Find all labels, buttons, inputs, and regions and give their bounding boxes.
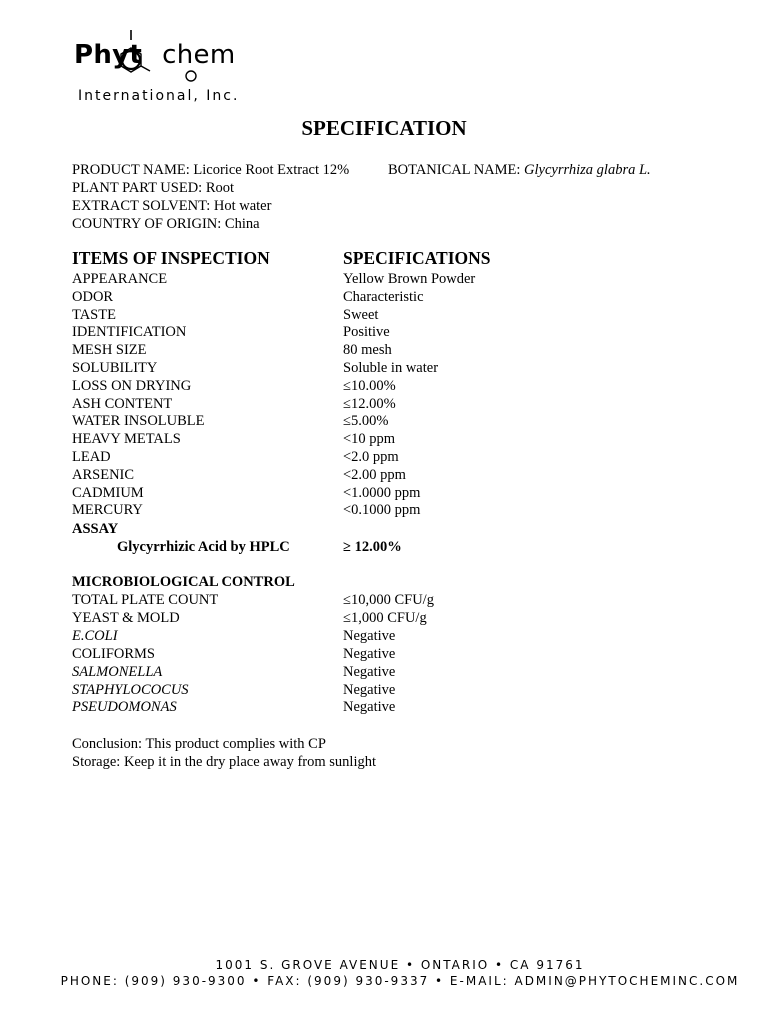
table-row-item: ODOR <box>72 288 114 305</box>
table-row-spec: <1.0000 ppm <box>343 484 421 501</box>
table-row-spec: Negative <box>343 645 396 662</box>
logo-text-post: chem <box>162 40 236 70</box>
table-row-item: LOSS ON DRYING <box>72 377 192 394</box>
table-row-item: ASH CONTENT <box>72 395 173 412</box>
table-row-item: CADMIUM <box>72 484 144 501</box>
logo-wordmark <box>74 40 235 70</box>
table-row-spec: Negative <box>343 681 396 698</box>
conclusion-text: Conclusion: This product complies with CP <box>72 736 326 752</box>
botanical-name-value: Glycyrrhiza glabra L. <box>524 162 651 178</box>
table-row-spec: <0.1000 ppm <box>343 502 421 519</box>
table-row-item: YEAST & MOLD <box>72 609 180 626</box>
table-row-spec: Sweet <box>343 306 379 323</box>
micro-heading: MICROBIOLOGICAL CONTROL <box>72 574 295 590</box>
table-row-spec: Yellow Brown Powder <box>343 271 476 287</box>
table-row-spec: Characteristic <box>343 288 424 305</box>
storage-text: Storage: Keep it in the dry place away from sunlight <box>72 754 377 770</box>
logo-text-pre: Phyt <box>74 40 143 70</box>
botanical-name-label: BOTANICAL NAME: <box>388 162 521 178</box>
table-row-item: LEAD <box>72 449 111 465</box>
table-row-spec: ≤12.00% <box>343 395 396 412</box>
table-row-item: APPEARANCE <box>72 271 168 287</box>
footer-address: 1001 S. GROVE AVENUE • ONTARIO • CA 91761 <box>215 958 585 972</box>
product-name-value: Licorice Root Extract 12% <box>193 162 350 178</box>
assay-item: Glycyrrhizic Acid by HPLC <box>117 539 290 555</box>
table-row-spec: Positive <box>343 324 390 341</box>
table-row-item: MERCURY <box>72 502 143 519</box>
footer-contact: PHONE: (909) 930-9300 • FAX: (909) 930-9337 • E-MAIL: ADMIN@PHYTOCHEMINC.COM <box>60 974 740 988</box>
company-logo <box>74 28 259 108</box>
table-row-item: TASTE <box>72 306 116 323</box>
table-row-item: STAPHYLOCOCUS <box>72 681 189 698</box>
table-row-spec: <2.0 ppm <box>343 449 399 465</box>
table-row-spec: <10 ppm <box>343 431 396 448</box>
country-of-origin: COUNTRY OF ORIGIN: China <box>72 216 260 232</box>
table-row-item: SOLUBILITY <box>72 360 158 376</box>
table-row-spec: 80 mesh <box>343 342 392 359</box>
table-row-item: SALMONELLA <box>72 663 163 680</box>
extract-solvent: EXTRACT SOLVENT: Hot water <box>72 198 272 214</box>
table-row-spec: Negative <box>343 699 396 716</box>
table-row-item: TOTAL PLATE COUNT <box>72 592 219 608</box>
page-title: SPECIFICATION <box>301 116 467 140</box>
table-row-item: WATER INSOLUBLE <box>72 413 205 430</box>
table-row-item: MESH SIZE <box>72 342 147 359</box>
table-row-item: ARSENIC <box>72 466 135 483</box>
table-row-spec: Soluble in water <box>343 360 439 376</box>
column-header-items: ITEMS OF INSPECTION <box>72 248 270 268</box>
table-row-spec: ≤10.00% <box>343 377 396 394</box>
table-row-item: PSEUDOMONAS <box>72 699 177 716</box>
logo-subtitle: International, Inc. <box>78 88 240 104</box>
table-row-item: E.COLI <box>72 627 118 644</box>
table-row-spec: ≤1,000 CFU/g <box>343 609 427 626</box>
plant-part-used: PLANT PART USED: Root <box>72 180 235 196</box>
assay-label: ASSAY <box>72 521 119 537</box>
table-row-spec: Negative <box>343 663 396 680</box>
column-header-specifications: SPECIFICATIONS <box>343 248 491 268</box>
product-name-label: PRODUCT NAME: <box>72 162 190 178</box>
table-row-item: IDENTIFICATION <box>72 324 187 341</box>
table-row-spec: <2.00 ppm <box>343 466 406 483</box>
table-row-item: HEAVY METALS <box>72 431 181 448</box>
table-row-spec: Negative <box>343 627 396 644</box>
assay-spec: ≥ 12.00% <box>343 539 402 555</box>
product-name <box>72 161 349 179</box>
table-row-spec: ≤5.00% <box>343 413 389 430</box>
table-row-item: COLIFORMS <box>72 645 155 662</box>
botanical-name <box>388 161 651 179</box>
table-row-spec: ≤10,000 CFU/g <box>343 592 434 608</box>
